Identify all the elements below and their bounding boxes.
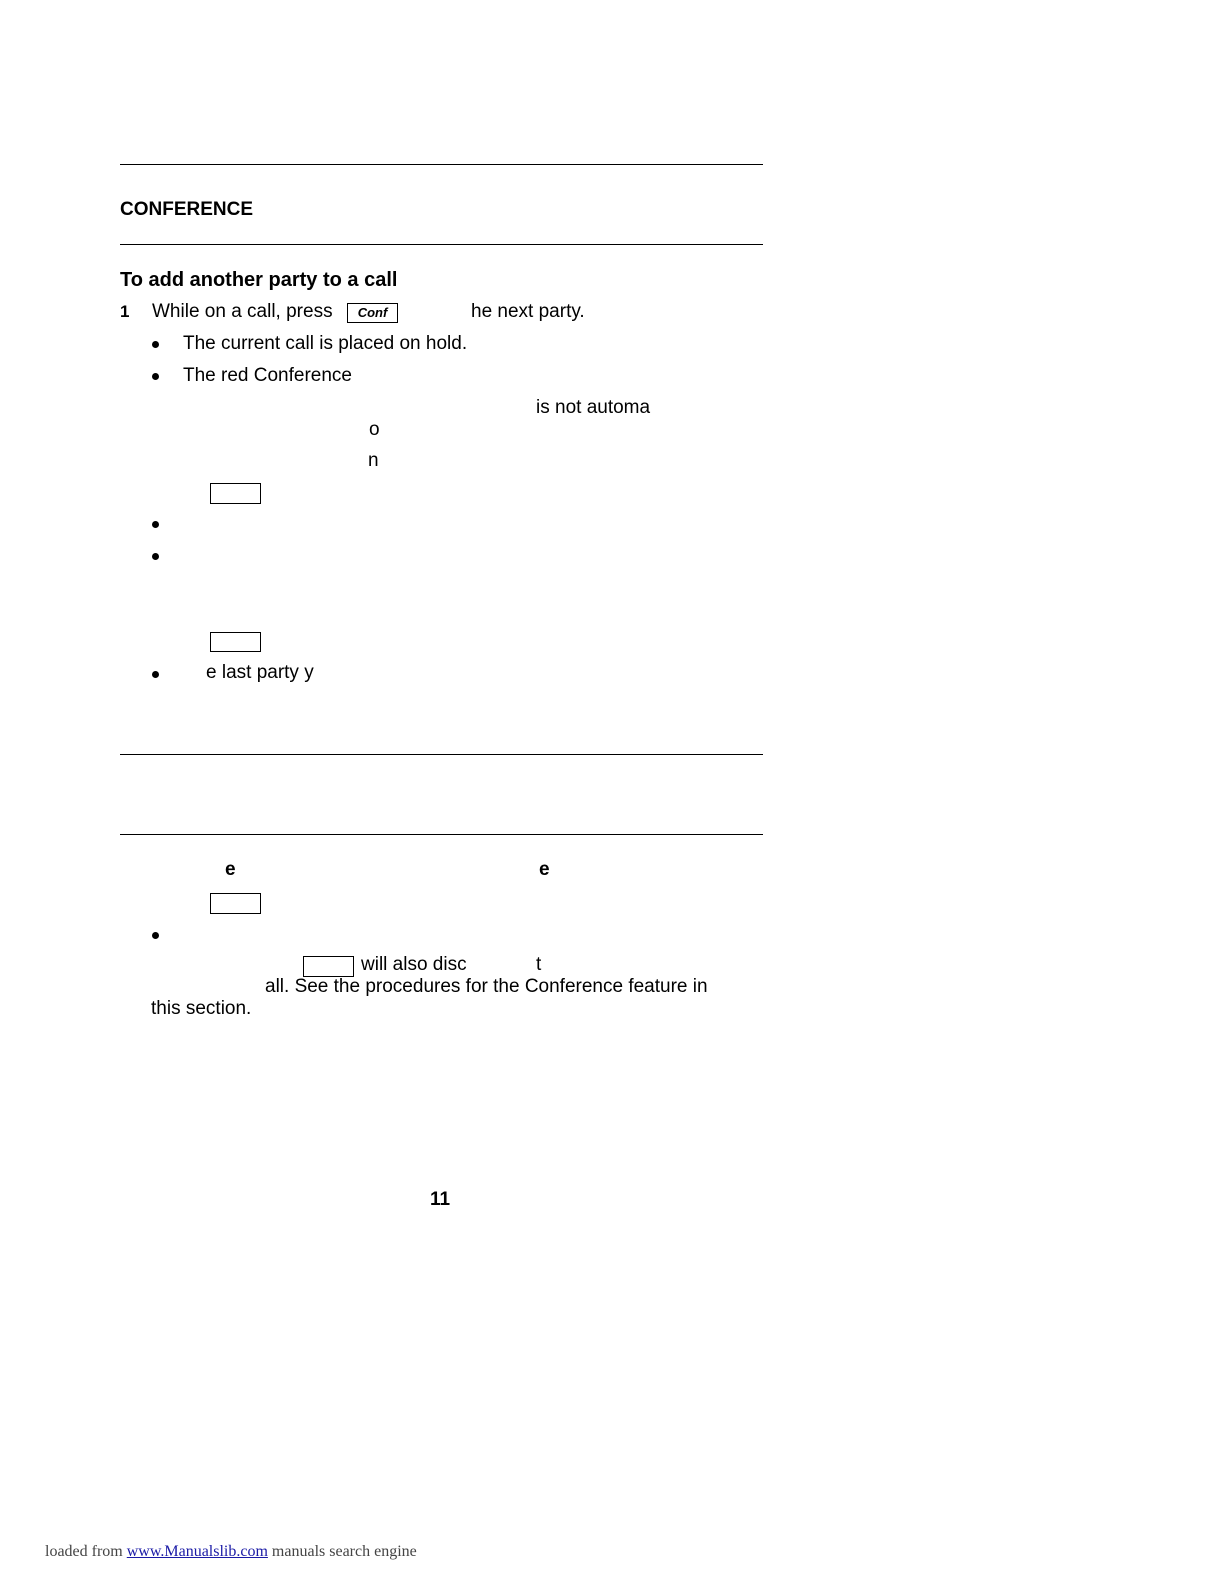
text-fragment: n (368, 450, 379, 471)
bullet-icon (152, 932, 159, 939)
footer-prefix: loaded from (45, 1543, 123, 1560)
divider (120, 754, 763, 755)
text-fragment: e last party y (206, 662, 314, 683)
bullet-icon (152, 553, 159, 560)
text-fragment: t (536, 954, 542, 975)
manualslib-link[interactable]: www.Manualslib.com (126, 1543, 268, 1560)
divider (120, 244, 763, 245)
bullet-icon (152, 341, 159, 348)
divider (120, 164, 763, 165)
page-number: 11 (430, 1189, 451, 1210)
divider (120, 834, 763, 835)
bullet-text: The current call is placed on hold. (183, 333, 468, 354)
step-number: 1 (120, 302, 130, 321)
text-fragment: this section. (151, 998, 252, 1019)
bullet-icon (152, 373, 159, 380)
step-text: While on a call, press (152, 301, 333, 322)
text-fragment: e (225, 859, 236, 880)
text-fragment: o (369, 419, 380, 440)
procedure-heading: To add another party to a call (120, 269, 398, 291)
step-text: he next party. (471, 301, 585, 322)
text-fragment: will also disc (361, 954, 467, 975)
text-fragment: is not automa (536, 397, 651, 418)
key-box-icon (210, 483, 261, 504)
footer-suffix: manuals search engine (271, 1543, 417, 1560)
conf-key-icon: Conf (347, 303, 398, 323)
key-box-icon (303, 956, 354, 977)
section-title: CONFERENCE (120, 199, 254, 220)
key-box-icon (210, 632, 261, 652)
text-fragment: e (539, 859, 550, 880)
key-box-icon (210, 893, 261, 914)
text-fragment: all. See the procedures for the Conference feature in (265, 976, 708, 997)
bullet-icon (152, 671, 159, 678)
bullet-icon (152, 521, 159, 528)
bullet-text: The red Conference (183, 365, 352, 386)
footer (45, 1543, 417, 1561)
